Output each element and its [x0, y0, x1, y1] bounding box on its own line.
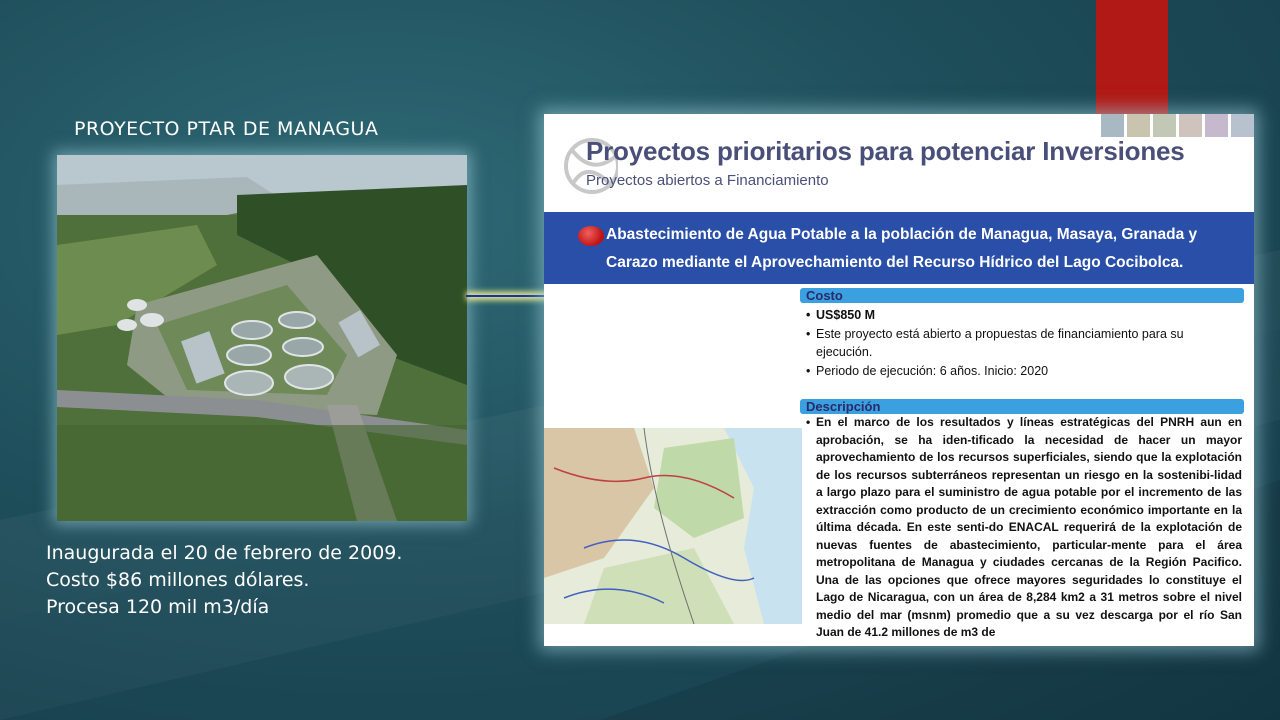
costo-open-note: • Este proyecto está abierto a propuestas de financiamiento para su — [806, 325, 1184, 344]
slide-subtitle: Proyectos abiertos a Financiamiento — [586, 172, 829, 189]
slide-title: Proyectos prioritarios para potenciar Inversiones — [586, 136, 1185, 166]
project-banner — [544, 212, 1254, 284]
costo-list — [806, 306, 1184, 380]
caption-line-cost: Costo $86 millones dólares. — [46, 569, 310, 591]
embedded-slide — [544, 114, 1254, 646]
costo-amount: • US$850 M — [806, 306, 1184, 325]
banner-line-1: Abastecimiento de Agua Potable a la población de Managua, Masaya, Granada y — [606, 226, 1198, 243]
caption-line-capacity: Procesa 120 mil m3/día — [46, 596, 270, 618]
costo-open-note-cont: ejecución. — [816, 345, 873, 359]
bullet-dot-icon — [578, 226, 604, 246]
project-title: PROYECTO PTAR DE MANAGUA — [74, 118, 379, 140]
descripcion-header: Descripción — [800, 399, 1244, 414]
costo-period: • Periodo de ejecución: 6 años. Inicio: 2020 — [806, 362, 1184, 381]
banner-line-2: Carazo mediante el Aprovechamiento del Recurso Hídrico del Lago Cocibolca. — [606, 254, 1184, 271]
descripcion-paragraph: • En el marco de los resultados y líneas estratégicas del PNRH aun en aprobación, se ha iden-tificado la necesidad de hacer un mayor aprovechamiento de los recursos superficiales, siendo que la explotación de los recursos subterráneos representan un riesgo en la sostenibi-lidad a largo plazo para el suministro de agua potable por el incremento de las extracción como producto de un crecimiento económico importante en la última década. En este senti-do ENACAL requerirá de la explotación de nuevas fuentes de abastecimiento, particular-mente para el área metropolitana de Managua y ciudades cercanas de la Región Pacifico. Una de las opciones que ofrece mayores seguridades lo constituye el Lago de Nicaragua, con un área de 8,284 km2 a 31 metros sobre el nivel medio del mar (msnm) promedio que a su vez descarga por el río San Juan de 41.2 millones de m3 de — [806, 414, 1242, 642]
costo-header: Costo — [800, 288, 1244, 303]
region-map — [544, 428, 802, 624]
project-caption — [46, 540, 402, 621]
descripcion-text — [806, 414, 1242, 642]
accent-bar — [1096, 0, 1168, 118]
treatment-plant-photo — [57, 155, 467, 521]
color-swatches — [1101, 114, 1254, 137]
caption-line-date: Inaugurada el 20 de febrero de 2009. — [46, 542, 403, 564]
